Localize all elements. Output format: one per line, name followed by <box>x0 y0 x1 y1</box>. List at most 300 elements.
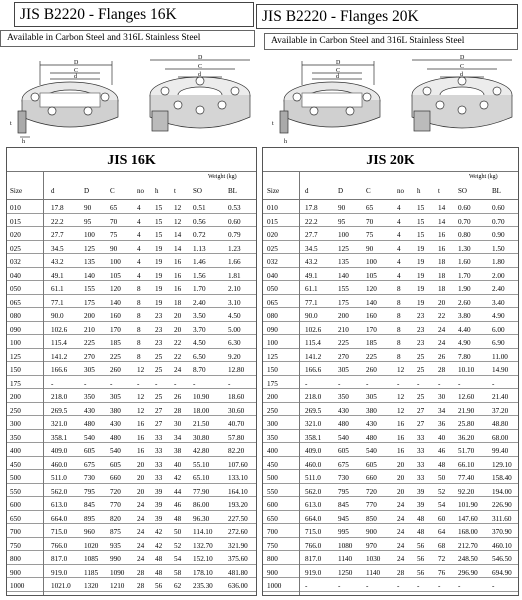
left-cell: 155 <box>84 285 95 293</box>
right-cell: 56 <box>417 541 425 550</box>
right-cell: 2.00 <box>492 271 505 280</box>
left-cell: 1.66 <box>228 258 241 266</box>
left-cell: 650 <box>10 514 21 523</box>
right-cell: 1.60 <box>458 258 471 266</box>
right-cell: 20 <box>438 298 446 307</box>
right-cell: 225 <box>366 352 377 361</box>
left-cell: 21.50 <box>193 420 210 428</box>
right-cell: 675 <box>338 460 349 469</box>
right-cell: 605 <box>338 447 349 455</box>
right-cell: 90 <box>338 204 346 212</box>
right-cell: 100 <box>366 258 377 266</box>
left-cell: 33 <box>155 460 163 469</box>
right-cell: 155 <box>338 285 349 293</box>
left-cell: 20 <box>174 325 182 334</box>
right-cell: 546.50 <box>492 555 512 563</box>
left-cell: 400 <box>10 447 21 455</box>
left-size-divider <box>43 172 44 595</box>
left-cell: 300 <box>10 420 21 428</box>
left-cell: 57.80 <box>228 433 245 442</box>
left-cell: 12 <box>174 217 182 226</box>
left-cell: 9.20 <box>228 352 241 361</box>
left-cell: 4.50 <box>228 312 241 320</box>
left-flange-svg <box>0 55 258 145</box>
left-cell: 350 <box>84 393 95 401</box>
left-cell: 375.60 <box>228 555 248 563</box>
left-cell: 050 <box>10 285 21 293</box>
right-cell: 562.0 <box>305 487 322 496</box>
left-col-header-2: D <box>84 187 90 195</box>
left-cell: 23 <box>155 312 163 320</box>
left-cell: 1090 <box>110 568 125 577</box>
right-cell: 77.1 <box>305 298 318 307</box>
left-cell: 200 <box>84 312 95 320</box>
left-cell: 19 <box>155 271 163 280</box>
right-cell: 1140 <box>366 568 381 577</box>
left-cell: 135 <box>84 258 95 266</box>
left-cell: 1.13 <box>193 244 206 253</box>
table-row <box>7 389 256 403</box>
left-cell: 636.00 <box>228 582 248 590</box>
right-col-header-8: BL <box>492 187 501 195</box>
right-title: JIS B2220 - Flanges 20K <box>262 8 419 25</box>
left-cell: 15 <box>155 204 163 212</box>
right-cell: 34.5 <box>305 244 318 253</box>
right-cell: 248.50 <box>458 555 478 563</box>
right-cell: 4 <box>397 204 401 212</box>
right-cell: 140 <box>366 298 377 307</box>
right-cell: 16 <box>397 447 405 455</box>
right-cell: 795 <box>338 487 349 496</box>
left-cell: 0.60 <box>228 217 241 226</box>
right-cell: 24 <box>397 541 405 550</box>
right-cell: 33 <box>417 447 425 455</box>
table-row <box>7 497 256 511</box>
right-cell: 380 <box>366 406 377 415</box>
left-cell: 321.90 <box>228 541 248 550</box>
right-cell: 14 <box>438 204 446 212</box>
right-diagram-h-label: h <box>284 139 287 145</box>
right-cell: 218.0 <box>305 393 322 401</box>
left-cell: 4 <box>137 271 141 280</box>
left-cell: 42 <box>155 528 163 536</box>
right-weight-row <box>263 172 518 183</box>
left-cell: 380 <box>110 406 121 415</box>
right-cell: 52 <box>438 487 446 496</box>
left-col-header-4: no <box>137 187 144 195</box>
left-cell: 12 <box>137 366 145 374</box>
left-cell: 900 <box>10 568 21 577</box>
right-cell: 817.0 <box>305 555 322 563</box>
right-cell: 1250 <box>338 568 353 577</box>
table-row <box>7 200 256 214</box>
table-row <box>263 241 518 255</box>
left-cell: 26 <box>174 393 182 401</box>
left-cell: 040 <box>10 271 21 280</box>
left-cell: 1021.0 <box>51 582 71 590</box>
left-cell: 82.20 <box>228 447 245 455</box>
right-cell: 46 <box>438 447 446 455</box>
table-row <box>263 416 518 430</box>
right-cell: 1030 <box>366 555 381 563</box>
left-cell: 227.50 <box>228 514 248 523</box>
table-row <box>7 565 256 579</box>
left-cell: 178.10 <box>193 568 213 577</box>
right-cell: - <box>397 379 400 388</box>
left-cell: 48 <box>174 514 182 523</box>
left-cell: 27 <box>155 406 163 415</box>
left-col-header-7: SO <box>193 187 202 195</box>
left-cell: 250 <box>10 406 21 415</box>
left-cell: 90 <box>110 244 118 253</box>
right-subtitle-box <box>264 33 518 50</box>
right-cell: 21.90 <box>458 406 475 415</box>
table-row <box>263 551 518 565</box>
left-cell: 24 <box>137 528 145 536</box>
right-cell: 100 <box>267 339 278 347</box>
left-cell: 460.0 <box>51 460 68 469</box>
right-cell: 90 <box>366 244 374 253</box>
left-cell: 270 <box>84 352 95 361</box>
left-cell: 42 <box>174 474 182 482</box>
right-cell: 450 <box>267 460 278 469</box>
left-cell: - <box>110 379 113 388</box>
right-col-header-6: t <box>438 187 440 195</box>
left-cell: 605 <box>84 447 95 455</box>
right-cell: 080 <box>267 312 278 320</box>
right-cell: 0.70 <box>458 217 471 226</box>
left-cell: 25 <box>155 352 163 361</box>
left-cell: 0.79 <box>228 231 241 239</box>
table-row <box>7 551 256 565</box>
right-diagram2-d-label: d <box>460 72 463 78</box>
left-cell: 1320 <box>84 582 99 590</box>
left-cell: 102.6 <box>51 325 68 334</box>
right-cell: 99.40 <box>492 447 509 455</box>
right-cell: 460.0 <box>305 460 322 469</box>
left-cell: 960 <box>84 528 95 536</box>
right-diagram-C-label: C <box>336 68 341 74</box>
right-cell: 125 <box>267 352 278 361</box>
left-title-box <box>14 2 254 27</box>
left-cell: 875 <box>110 528 121 536</box>
right-cell: 660 <box>366 474 377 482</box>
table-row <box>263 200 518 214</box>
right-cell: 16 <box>397 433 405 442</box>
left-cell: 820 <box>110 514 121 523</box>
right-cell: 22.2 <box>305 217 318 226</box>
right-diagram2-D-label: D <box>460 55 465 61</box>
right-cell: 480 <box>338 420 349 428</box>
table-row <box>263 349 518 363</box>
right-weight-label: Weight (kg) <box>469 174 498 180</box>
left-cell: 3.70 <box>193 325 206 334</box>
left-cell: 75 <box>110 231 118 239</box>
table-row <box>263 457 518 471</box>
left-cell: 164.10 <box>228 487 248 496</box>
left-diagram-D-label: D <box>74 60 79 66</box>
table-row <box>263 322 518 336</box>
table-row <box>7 578 256 592</box>
right-cell: 020 <box>267 231 278 239</box>
right-cell: 226.90 <box>492 501 512 509</box>
right-cell: 730 <box>338 474 349 482</box>
right-cell: 715.0 <box>305 528 322 536</box>
left-cell: 22.2 <box>51 217 64 226</box>
left-cell: 5.00 <box>228 325 241 334</box>
table-row <box>7 376 256 390</box>
table-row <box>263 389 518 403</box>
left-cell: 1020 <box>84 541 99 550</box>
right-cell: 8 <box>397 339 401 347</box>
left-cell: 39 <box>155 514 163 523</box>
table-row <box>7 538 256 552</box>
right-cell: 750 <box>267 541 278 550</box>
left-title: JIS B2220 - Flanges 16K <box>20 6 177 23</box>
left-cell: 15 <box>155 231 163 239</box>
left-cell: 16 <box>137 433 145 442</box>
right-cell: - <box>338 582 341 590</box>
right-cell: 129.10 <box>492 460 512 469</box>
right-cell: 16 <box>438 244 446 253</box>
table-row <box>263 578 518 592</box>
table-row <box>263 511 518 525</box>
right-subtitle: Available in Carbon Steel and 316L Stainless Steel <box>271 36 465 46</box>
right-cell: 56 <box>417 568 425 577</box>
left-cell: 1210 <box>110 582 125 590</box>
right-cell: 4 <box>397 244 401 253</box>
right-cell: 150 <box>267 366 278 374</box>
right-col-header-7: SO <box>458 187 467 195</box>
left-cell: 210 <box>84 325 95 334</box>
left-cell: 30.80 <box>193 433 210 442</box>
right-cell: 48.80 <box>492 420 509 428</box>
left-cell: 540 <box>84 433 95 442</box>
right-cell: 358.1 <box>305 433 322 442</box>
right-cell: - <box>492 379 495 388</box>
left-cell: 170 <box>110 325 121 334</box>
left-cell: 12 <box>137 406 145 415</box>
left-cell: 100 <box>84 231 95 239</box>
left-cell: - <box>193 379 196 388</box>
right-cell: 65 <box>366 204 374 212</box>
left-cell: 23 <box>155 325 163 334</box>
right-cell: 43.2 <box>305 258 318 266</box>
table-row <box>263 565 518 579</box>
left-cell: 90 <box>84 204 92 212</box>
right-cell: 27 <box>417 420 425 428</box>
right-col-header-0: Size <box>267 187 280 195</box>
left-cell: 55.10 <box>193 460 210 469</box>
left-cell: 140 <box>84 271 95 280</box>
right-cell: 050 <box>267 285 278 293</box>
left-cell: 20 <box>137 474 145 482</box>
right-diagram-D-label: D <box>336 60 341 66</box>
left-cell: 125 <box>84 244 95 253</box>
right-cell: 166.6 <box>305 366 322 374</box>
right-diagram2-C-label: C <box>460 64 465 70</box>
table-row <box>263 214 518 228</box>
left-cell: 34.5 <box>51 244 64 253</box>
right-cell: 17.8 <box>305 204 318 212</box>
left-cell: 25 <box>155 393 163 401</box>
table-row <box>7 511 256 525</box>
right-cell: 6.90 <box>492 339 505 347</box>
left-cell: 33 <box>155 433 163 442</box>
right-cell: 37.20 <box>492 406 509 415</box>
right-cell: 23 <box>417 325 425 334</box>
left-cell: 50 <box>174 528 182 536</box>
right-cell: 200 <box>267 393 278 401</box>
left-subtitle-box <box>0 30 255 47</box>
right-cell: 511.0 <box>305 474 321 482</box>
right-cell: 1140 <box>338 555 353 563</box>
right-cell: 120 <box>366 285 377 293</box>
left-cell: 020 <box>10 231 21 239</box>
table-row <box>263 281 518 295</box>
left-diagram2-D-label: D <box>198 55 203 61</box>
left-cell: 19 <box>155 298 163 307</box>
table-row <box>263 362 518 376</box>
right-cell: 3.40 <box>492 298 505 307</box>
left-cell: 54 <box>174 555 182 563</box>
right-cell: 23 <box>417 312 425 320</box>
left-cell: - <box>137 379 140 388</box>
right-cell: 305 <box>366 393 377 401</box>
right-cell: 28 <box>438 366 446 374</box>
right-cell: 158.40 <box>492 474 512 482</box>
left-cell: 34 <box>174 433 182 442</box>
right-cell: 12 <box>397 406 405 415</box>
left-cell: 16 <box>174 285 182 293</box>
left-cell: - <box>155 379 158 388</box>
left-cell: 24 <box>137 514 145 523</box>
right-cell: 4 <box>397 231 401 239</box>
right-cell: 3.80 <box>458 312 471 320</box>
right-cell: 010 <box>267 204 278 212</box>
right-cell: 11.00 <box>492 352 508 361</box>
left-cell: 40 <box>174 460 182 469</box>
left-cell: 77.1 <box>51 298 64 307</box>
right-cell: 19 <box>417 258 425 266</box>
right-cell: 995 <box>338 528 349 536</box>
table-row <box>263 470 518 484</box>
left-cell: 42 <box>155 541 163 550</box>
right-cell: 92.20 <box>458 487 475 496</box>
left-cell: 105 <box>110 271 121 280</box>
right-cell: 40 <box>438 433 446 442</box>
left-cell: 1185 <box>84 568 99 577</box>
left-cell: 730 <box>84 474 95 482</box>
left-cell: 39 <box>155 501 163 509</box>
right-cell: 36.20 <box>458 433 475 442</box>
right-cell: 4.90 <box>492 312 505 320</box>
left-cell: 4 <box>137 204 141 212</box>
left-cell: 919.0 <box>51 568 68 577</box>
right-table-title: JIS 20K <box>263 148 518 172</box>
left-cell: 114.10 <box>193 528 213 536</box>
right-cell: 28 <box>397 568 405 577</box>
left-cell: 540 <box>110 447 121 455</box>
right-cell: 68.00 <box>492 433 509 442</box>
table-row <box>7 227 256 241</box>
right-cell: 16 <box>397 420 405 428</box>
right-cell: 60 <box>438 514 446 523</box>
right-cell: 8 <box>397 298 401 307</box>
left-col-header-5: h <box>155 187 159 195</box>
left-cell: 150 <box>10 366 21 374</box>
right-cell: 1.70 <box>458 271 471 280</box>
left-cell: 28 <box>137 582 145 590</box>
left-cell: 19 <box>155 285 163 293</box>
right-cell: 27 <box>417 406 425 415</box>
right-cell: 18 <box>438 285 446 293</box>
table-row <box>263 308 518 322</box>
left-cell: 2.10 <box>228 285 241 293</box>
left-cell: 3.50 <box>193 312 206 320</box>
right-cell: 39 <box>417 487 425 496</box>
table-row <box>7 470 256 484</box>
left-cell: 44 <box>174 487 182 496</box>
right-size-divider <box>299 172 300 595</box>
table-row <box>263 254 518 268</box>
right-cell: 212.70 <box>458 541 478 550</box>
right-cell: - <box>458 582 461 590</box>
right-cell: 8 <box>397 285 401 293</box>
left-cell: 39 <box>155 487 163 496</box>
left-cell: 12 <box>174 204 182 212</box>
left-cell: 700 <box>10 528 21 536</box>
table-row <box>263 484 518 498</box>
left-cell: 1.23 <box>228 244 241 253</box>
left-cell: 193.20 <box>228 501 248 509</box>
right-cell: 115.4 <box>305 339 321 347</box>
right-cell: 1000 <box>267 582 282 590</box>
right-cell: 409.0 <box>305 447 322 455</box>
right-cell: 250 <box>267 406 278 415</box>
right-cell: 015 <box>267 217 278 226</box>
left-cell: 305 <box>110 393 121 401</box>
left-cell: 766.0 <box>51 541 68 550</box>
right-cell: 600 <box>267 501 278 509</box>
table-row <box>263 497 518 511</box>
right-cell: 66.10 <box>458 460 475 469</box>
right-cell: 12 <box>397 366 405 374</box>
right-cell: 54 <box>438 501 446 509</box>
left-cell: 96.30 <box>193 514 210 523</box>
left-cell: 33 <box>155 447 163 455</box>
right-cell: 25 <box>417 366 425 374</box>
left-diagram2-d-label: d <box>198 72 201 78</box>
left-cell: 1.46 <box>193 258 206 266</box>
right-cell: 170 <box>366 325 377 334</box>
left-cell: 664.0 <box>51 514 68 523</box>
table-row <box>7 457 256 471</box>
left-cell: 40.70 <box>228 420 245 428</box>
left-cell: 0.51 <box>193 204 206 212</box>
left-cell: 305 <box>84 366 95 374</box>
left-cell: 62 <box>174 582 182 590</box>
right-cell: 24 <box>438 339 446 347</box>
right-cell: 72 <box>438 555 446 563</box>
left-col-header-1: d <box>51 187 55 195</box>
left-cell: - <box>84 379 87 388</box>
right-cell: 065 <box>267 298 278 307</box>
right-cell: 100 <box>338 231 349 239</box>
right-cell: 194.00 <box>492 487 512 496</box>
left-cell: 0.56 <box>193 217 206 226</box>
left-cell: 225 <box>110 352 121 361</box>
